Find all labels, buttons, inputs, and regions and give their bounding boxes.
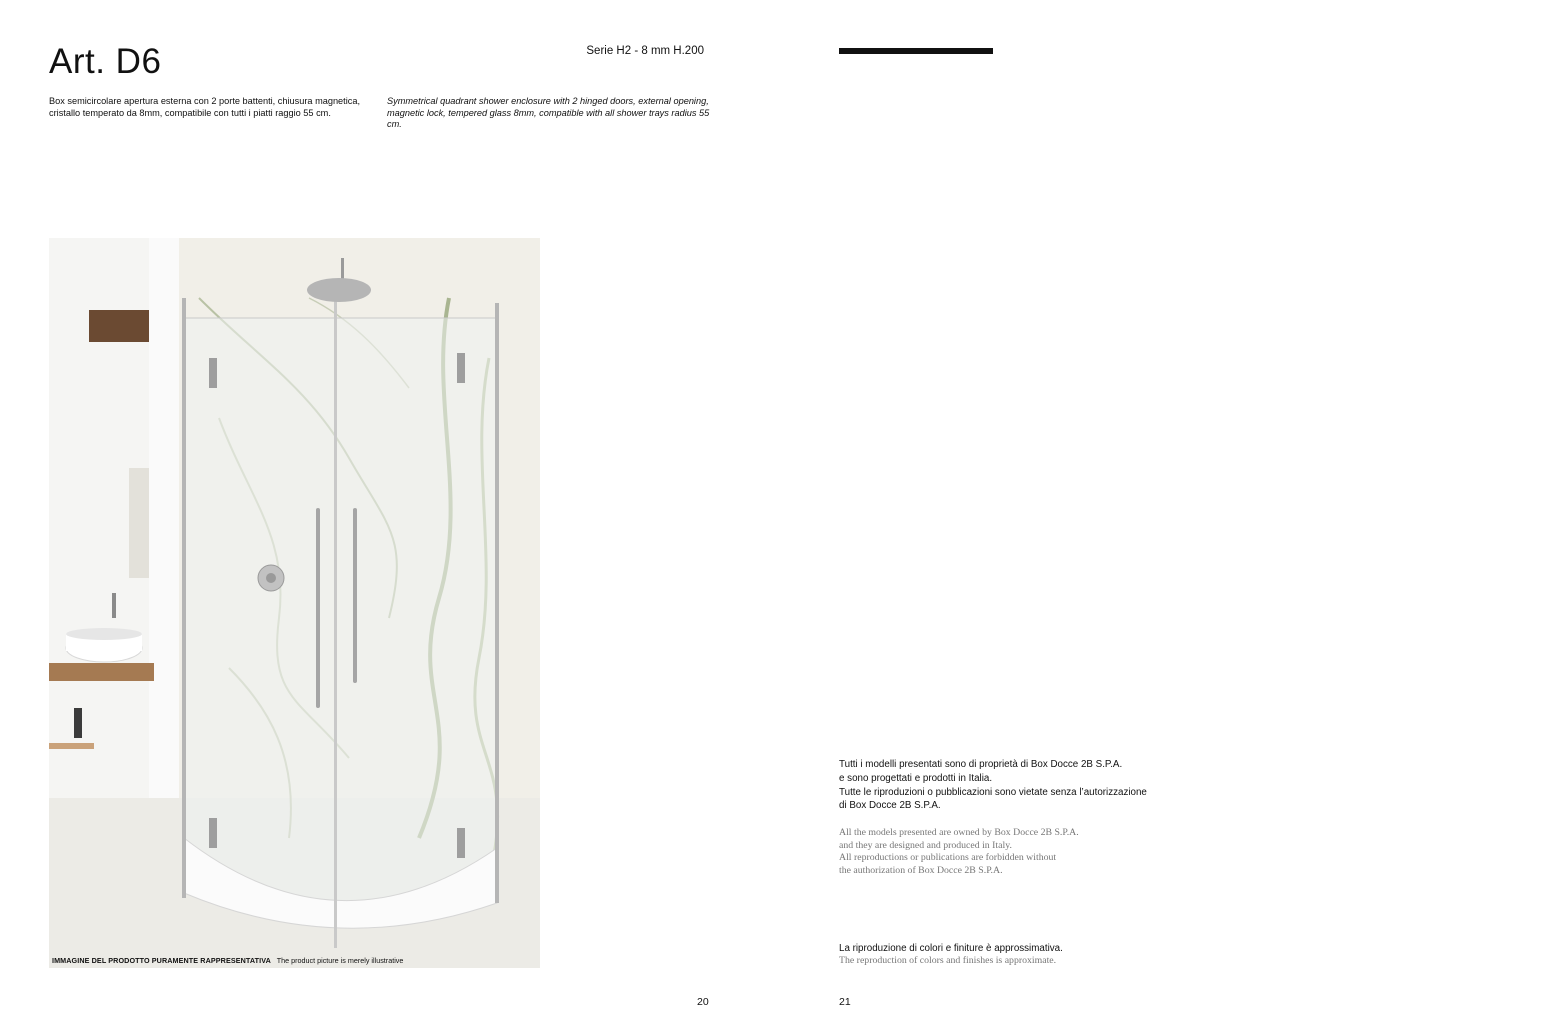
copyright-it-line: Tutte le riproduzioni o pubblicazioni sono vietate senza l’autorizzazione — [839, 786, 1147, 798]
copyright-en-line: the authorization of Box Docce 2B S.P.A. — [839, 864, 1003, 876]
copyright-en-line: and they are designed and produced in Italy. — [839, 839, 1012, 851]
description-italian: Box semicircolare apertura esterna con 2 porte battenti, chiusura magnetica, cristallo temperato da 8mm, compatibile con tutti i piatti raggio 55 cm. — [49, 96, 361, 118]
copyright-it-line: e sono progettati e prodotti in Italia. — [839, 772, 993, 784]
series-label: Serie H2 - 8 mm H.200 — [586, 45, 704, 57]
copyright-en-line: All reproductions or publications are forbidden without — [839, 852, 1057, 863]
color-disclaimer-italian: La riproduzione di colori e finiture è approssimativa. — [839, 943, 1063, 954]
copyright-en-line: All the models presented are owned by Box Docce 2B S.P.A. — [839, 827, 1079, 838]
copyright-it-line: Tutti i modelli presentati sono di proprietà di Box Docce 2B S.P.A. — [839, 759, 1123, 770]
photo-caption — [52, 956, 403, 966]
photo-caption-italian: IMMAGINE DEL PRODOTTO PURAMENTE RAPPRESENTATIVA — [52, 956, 271, 965]
product-photo — [49, 238, 540, 968]
shower-enclosure-illustration — [49, 238, 540, 968]
header-bar — [839, 48, 993, 54]
copyright-it-line: di Box Docce 2B S.P.A. — [839, 800, 941, 812]
color-disclaimer-english: The reproduction of colors and finishes is approximate. — [839, 955, 1057, 966]
article-title: Art. D6 — [49, 42, 162, 81]
copyright-notice-italian — [839, 758, 1199, 813]
page-number-right: 21 — [839, 996, 851, 1008]
copyright-notice-english — [839, 827, 1199, 877]
photo-caption-english: The product picture is merely illustrative — [276, 956, 404, 965]
description-english: Symmetrical quadrant shower enclosure with 2 hinged doors, external opening, magnetic lock, tempered glass 8mm, compatible with all shower trays radius 55 cm. — [387, 96, 710, 129]
page-number-left: 20 — [697, 996, 709, 1008]
